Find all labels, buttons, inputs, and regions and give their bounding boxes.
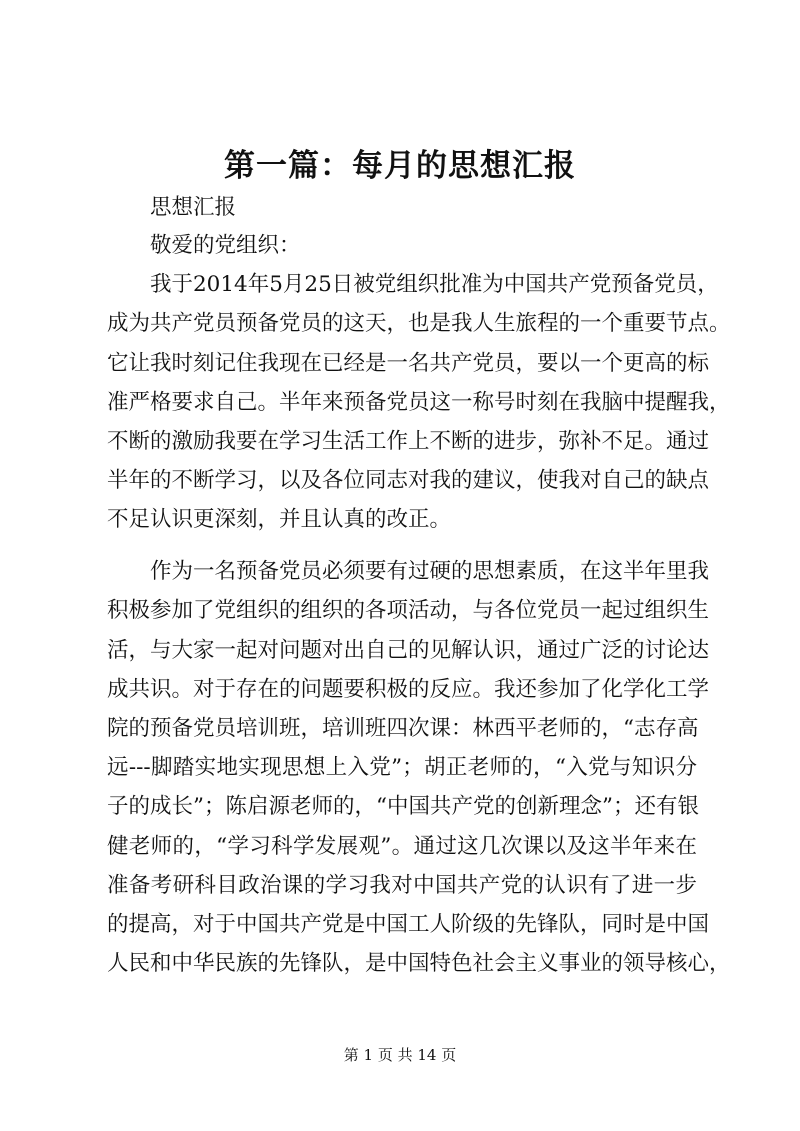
paragraph2-line-2: 积极参加了党组织的组织的各项活动，与各位党员一起过组织生 xyxy=(107,598,710,623)
paragraph2-line-8: 健老师的，“学习科学发展观”。通过这几次课以及这半年来在 xyxy=(107,834,697,859)
salutation-line: 敬爱的党组织： xyxy=(150,233,301,258)
paragraph2-line-4: 成共识。对于存在的问题要积极的反应。我还参加了化学化工学 xyxy=(107,677,710,702)
paragraph2-line-5: 院的预备党员培训班，培训班四次课：林西平老师的，“志存高 xyxy=(107,716,699,741)
paragraph2-line-1: 作为一名预备党员必须要有过硬的思想素质，在这半年里我 xyxy=(150,559,710,584)
paragraph1-line-4: 准严格要求自己。半年来预备党员这一称号时刻在我脑中提醒我， xyxy=(107,390,731,415)
paragraph2-line-6: 远---脚踏实地实现思想上入党”；胡正老师的，“入党与知识分 xyxy=(107,755,697,780)
paragraph1-line-5: 不断的激励我要在学习生活工作上不断的进步，弥补不足。通过 xyxy=(107,429,710,454)
document-title: 第一篇：每月的思想汇报 xyxy=(224,148,576,184)
paragraph1-line-6: 半年的不断学习，以及各位同志对我的建议，使我对自己的缺点 xyxy=(107,468,710,493)
paragraph2-line-3: 活，与大家一起对问题对出自己的见解认识，通过广泛的讨论达 xyxy=(107,638,710,663)
heading-line: 思想汇报 xyxy=(150,195,237,220)
paragraph1-line-7: 不足认识更深刻，并且认真的改正。 xyxy=(107,507,452,532)
paragraph2-line-9: 准备考研科目政治课的学习我对中国共产党的认识有了进一步 xyxy=(107,873,697,898)
paragraph1-line-3: 它让我时刻记住我现在已经是一名共产党员，要以一个更高的标 xyxy=(107,351,710,376)
page-number-footer: 第 1 页 共 14 页 xyxy=(343,1046,457,1064)
paragraph2-line-11: 人民和中华民族的先锋队，是中国特色社会主义事业的领导核心， xyxy=(107,951,731,976)
paragraph1-line-2: 成为共产党员预备党员的这天，也是我人生旅程的一个重要节点。 xyxy=(107,311,731,336)
paragraph2-line-7: 子的成长”；陈启源老师的，“中国共产党的创新理念”；还有银 xyxy=(107,794,699,819)
paragraph1-line-1: 我于2014年5月25日被党组织批准为中国共产党预备党员， xyxy=(150,272,719,297)
paragraph2-line-10: 的提高，对于中国共产党是中国工人阶级的先锋队，同时是中国 xyxy=(107,912,710,937)
